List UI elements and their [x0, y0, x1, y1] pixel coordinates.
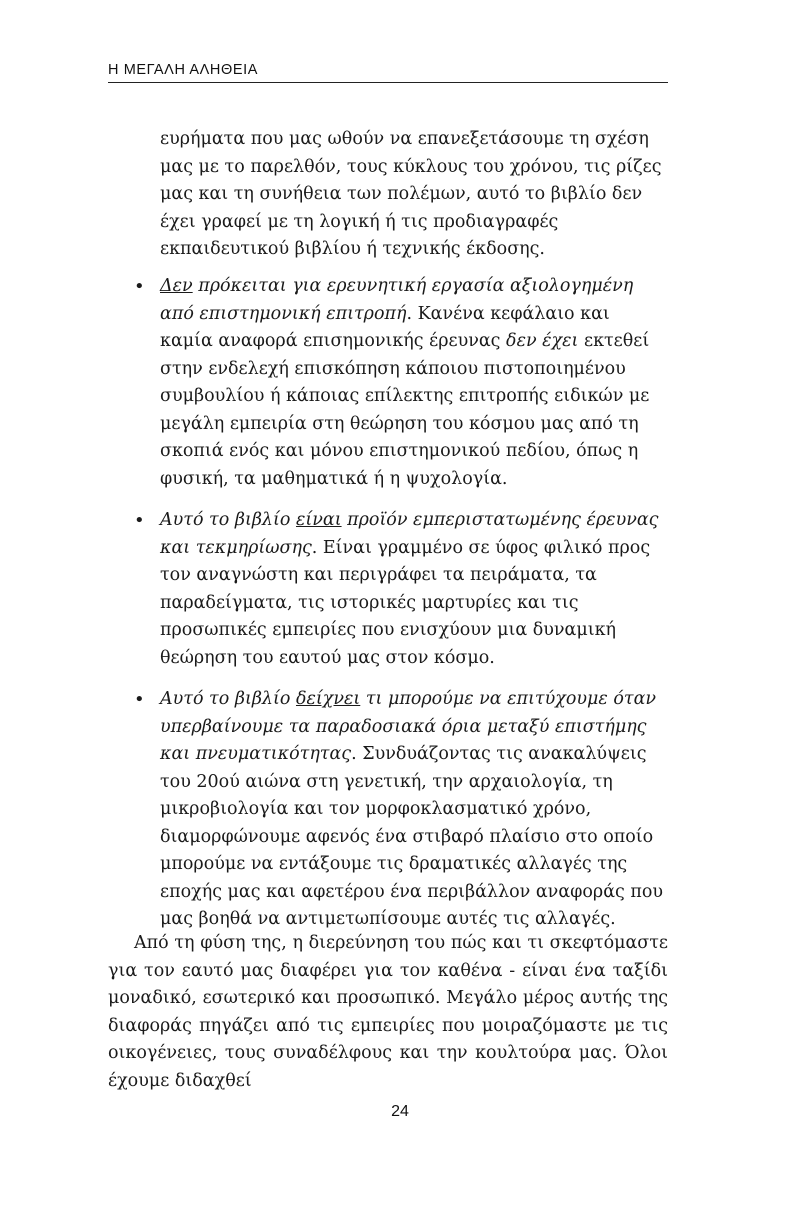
bullet-item: [108, 273, 668, 493]
body-text: εκτεθεί στην ενδελεχή επισκόπηση κάποιου πιστοποιημένου συμβουλίου ή κάποιας επίλεκτης επιτροπής ειδικών με μεγάλη εμπειρία στη θεώρηση του κόσμου μας από τη σκοπιά ενός και μόνου επιστημονικού πεδίου, όπως η φυσική, τα μαθηματικά ή η ψυχολογία.: [160, 331, 650, 489]
bullet-item: [108, 507, 668, 672]
body-text: . Συνδυάζοντας τις ανακαλύψεις του 20ού αιώνα στη γενετική, την αρχαιολογία, τη μικροβιολογία και τον μορφοκλασματικό χρόνο, διαμορφώνουμε αφενός ένα στιβαρό πλαίσιο στο οποίο μπορούμε να εντάξουμε τις δραματικές αλλαγές της εποχής μας και αφετέρου ένα περιβάλλον αναφοράς που μας βοηθά να αντιμετωπίσουμε αυτές τις αλλαγές.: [160, 744, 664, 929]
italic-text: προϊόν εμπεριστατωμένης έρευνας και τεκμηρίωσης: [160, 510, 659, 558]
italic-text: πρόκειται για ερευνητική εργασία αξιολογημένη από επιστημονική επιτροπή: [160, 276, 634, 324]
bullet-marker: •: [134, 510, 145, 531]
page-number: 24: [391, 1103, 409, 1120]
bullet-item: [108, 686, 668, 934]
running-head: Η ΜΕΓΑΛΗ ΑΛΗΘΕΙΑ: [108, 62, 668, 83]
underlined-emphasis: Δεν: [160, 276, 193, 296]
body-text: . Κανένα κεφάλαιο και καμία αναφορά επισημονικής έρευνας: [160, 303, 610, 351]
underlined-emphasis: δείχνει: [295, 689, 361, 709]
italic-text: δεν έχει: [506, 331, 579, 351]
italic-text: Αυτό το βιβλίο: [160, 689, 296, 709]
body-paragraph: Από τη φύση της, η διερεύνηση του πώς και τι σκεφτόμαστε για τον εαυτό μας διαφέρει για τον καθένα - είναι ένα ταξίδι μοναδικό, εσωτερικό και προσωπικό. Μεγάλο μέρος αυτής της διαφοράς πηγάζει από τις εμπειρίες που μοιραζόμαστε με τις οικογένειες, τους συναδέλφους και την κουλτούρα μας. Όλοι έχουμε διδαχθεί: [108, 933, 668, 1091]
italic-text: Αυτό το βιβλίο: [160, 510, 296, 530]
continuation-text: ευρήματα που μας ωθούν να επανεξετάσουμε τη σχέση μας με το παρελθόν, τους κύκλους του χρόνου, τις ρίζες μας και τη συνήθεια των πολέμων, αυτό το βιβλίο δεν έχει γραφεί με τη λογική ή τις προδιαγραφές εκπαιδευτικού βιβλίου ή τεχνικής έκδοσης.: [160, 129, 662, 259]
body-text: . Είναι γραμμένο σε ύφος φιλικό προς τον αναγνώστη και περιγράφει τα πειράματα, τα παραδείγματα, τις ιστορικές μαρτυρίες και τις προσωπικές εμπειρίες που ενισχύουν μια δυναμική θεώρηση του εαυτού μας στον κόσμο.: [160, 537, 651, 668]
bullet-marker: •: [134, 689, 145, 710]
bullet-marker: •: [134, 276, 145, 297]
underlined-emphasis: είναι: [295, 510, 342, 530]
italic-text: τι μπορούμε να επιτύχουμε όταν υπερβαίνουμε τα παραδοσιακά όρια μεταξύ επιστήμης και πνευματικότητας: [160, 689, 657, 764]
bullet-list: [108, 273, 668, 948]
